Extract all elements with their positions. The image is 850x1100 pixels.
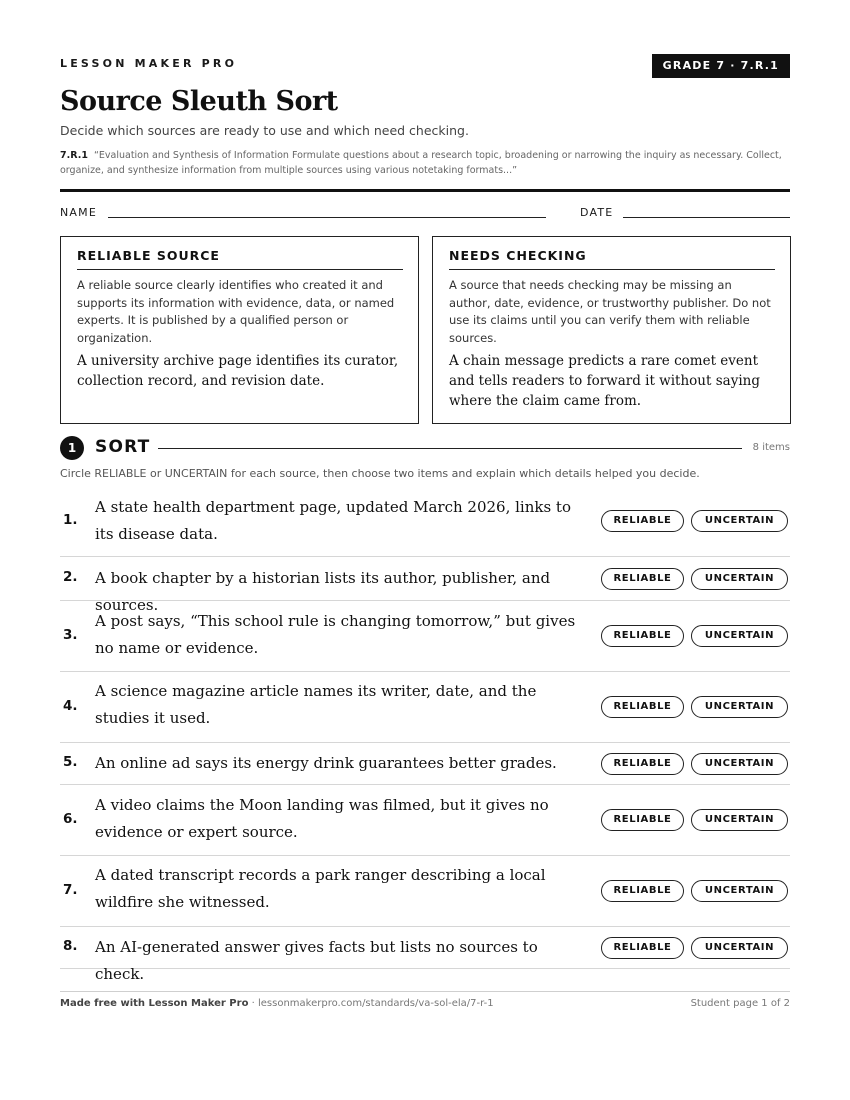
reliable-choice[interactable]: RELIABLE	[601, 625, 684, 647]
choice-group	[601, 625, 788, 647]
choice-group	[601, 568, 788, 590]
reliable-choice[interactable]: RELIABLE	[601, 753, 684, 775]
uncertain-choice[interactable]: UNCERTAIN	[691, 510, 788, 532]
item-number: 8.	[63, 938, 78, 954]
choice-group	[601, 809, 788, 831]
list-item	[60, 601, 790, 672]
item-number: 1.	[63, 512, 78, 528]
reliable-choice[interactable]: RELIABLE	[601, 880, 684, 902]
reliable-choice[interactable]: RELIABLE	[601, 937, 684, 959]
item-number: 4.	[63, 698, 78, 714]
list-item	[60, 557, 790, 614]
card-example: A chain message predicts a rare comet event and tells readers to forward it without saying where the claim came from.	[449, 353, 760, 409]
choice-group	[601, 937, 788, 959]
list-item	[60, 927, 790, 983]
item-text: A book chapter by a historian lists its author, publisher, and sources.	[95, 569, 551, 614]
uncertain-choice[interactable]: UNCERTAIN	[691, 696, 788, 718]
reliable-choice[interactable]: RELIABLE	[601, 696, 684, 718]
page-subtitle: Decide which sources are ready to use and which need checking.	[60, 123, 469, 138]
worksheet-page	[60, 0, 790, 1100]
uncertain-choice[interactable]: UNCERTAIN	[691, 937, 788, 959]
list-item	[60, 672, 790, 743]
date-field[interactable]	[623, 217, 790, 218]
card-example: A university archive page identifies its curator, collection record, and revision date.	[77, 353, 399, 389]
item-number: 6.	[63, 811, 78, 827]
item-number: 5.	[63, 754, 78, 770]
date-label: DATE	[580, 206, 614, 219]
name-field[interactable]	[108, 217, 546, 218]
standard-code: 7.R.1	[60, 150, 88, 161]
item-number: 2.	[63, 569, 78, 585]
card-definition: A reliable source clearly identifies who created it and supports its information with evidence, data, or named experts. It is published by a qualified person or organization.	[77, 278, 395, 345]
reliable-source-card	[60, 236, 419, 424]
item-number: 7.	[63, 882, 78, 898]
standard-description	[60, 148, 790, 178]
item-text: A state health department page, updated March 2026, links to its disease data.	[95, 498, 571, 543]
sort-section-header	[60, 436, 790, 460]
list-item	[60, 743, 790, 785]
uncertain-choice[interactable]: UNCERTAIN	[691, 625, 788, 647]
footer-credit	[60, 998, 494, 1009]
section-divider	[158, 448, 742, 449]
item-text: A post says, “This school rule is changing tomorrow,” but gives no name or evidence.	[95, 612, 576, 657]
item-text: An AI-generated answer gives facts but lists no sources to check.	[95, 938, 538, 983]
list-item	[60, 487, 790, 557]
footer-page-number: Student page 1 of 2	[690, 998, 790, 1009]
section-number-badge: 1	[60, 436, 84, 460]
choice-group	[601, 696, 788, 718]
choice-group	[601, 880, 788, 902]
footer-url[interactable]: · lessonmakerpro.com/standards/va-sol-ela/7-r-1	[248, 998, 494, 1009]
sort-instructions: Circle RELIABLE or UNCERTAIN for each source, then choose two items and explain which details helped you decide.	[60, 467, 700, 480]
reliable-choice[interactable]: RELIABLE	[601, 568, 684, 590]
item-text: A science magazine article names its writer, date, and the studies it used.	[95, 682, 537, 727]
item-text: A video claims the Moon landing was filmed, but it gives no evidence or expert source.	[95, 796, 549, 841]
standard-text: “Evaluation and Synthesis of Information Formulate questions about a research topic, broadening or narrowing the inquiry as necessary. Collect, organize, and synthesize information from multiple sources using various notetaking formats...”	[60, 150, 782, 176]
item-text: A dated transcript records a park ranger describing a local wildfire she witnessed.	[95, 866, 546, 911]
brand-name: LESSON MAKER PRO	[60, 57, 238, 70]
card-heading: NEEDS CHECKING	[449, 248, 775, 270]
item-count: 8 items	[752, 442, 790, 453]
list-item	[60, 785, 790, 856]
grade-badge: GRADE 7 · 7.R.1	[652, 54, 790, 78]
uncertain-choice[interactable]: UNCERTAIN	[691, 880, 788, 902]
item-text: An online ad says its energy drink guarantees better grades.	[95, 754, 557, 772]
header-divider	[60, 189, 790, 192]
reliable-choice[interactable]: RELIABLE	[601, 809, 684, 831]
list-item	[60, 856, 790, 927]
page-title: Source Sleuth Sort	[60, 86, 338, 117]
footer-divider	[60, 991, 790, 992]
uncertain-choice[interactable]: UNCERTAIN	[691, 753, 788, 775]
reliable-choice[interactable]: RELIABLE	[601, 510, 684, 532]
section-title: SORT	[95, 437, 151, 457]
uncertain-choice[interactable]: UNCERTAIN	[691, 568, 788, 590]
footer-made-with: Made free with Lesson Maker Pro	[60, 998, 249, 1009]
item-number: 3.	[63, 627, 78, 643]
name-label: NAME	[60, 206, 97, 219]
needs-checking-card	[432, 236, 791, 424]
card-definition: A source that needs checking may be missing an author, date, evidence, or trustworthy publisher. Do not use its claims until you can verify them with reliable sources.	[449, 278, 771, 345]
uncertain-choice[interactable]: UNCERTAIN	[691, 809, 788, 831]
sort-item-list	[60, 487, 790, 983]
card-heading: RELIABLE SOURCE	[77, 248, 403, 270]
choice-group	[601, 753, 788, 775]
choice-group	[601, 510, 788, 532]
